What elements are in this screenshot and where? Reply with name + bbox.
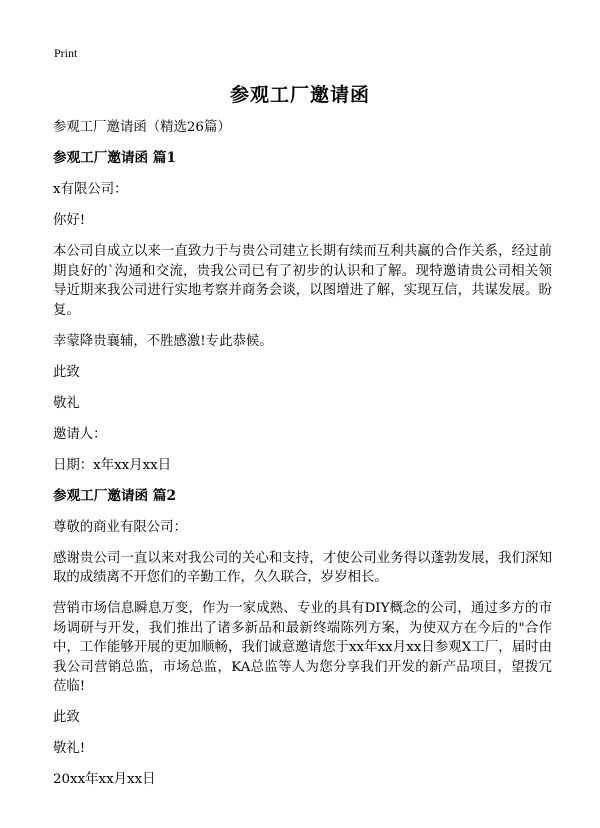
section-1-date: 日期：x年xx月xx日 bbox=[53, 457, 172, 473]
section-1-inviter: 邀请人： bbox=[53, 426, 107, 442]
section-2-heading: 参观工厂邀请函 篇2 bbox=[53, 487, 176, 504]
section-1-heading: 参观工厂邀请函 篇1 bbox=[53, 150, 176, 166]
section-1-closing-1: 此致 bbox=[53, 364, 80, 380]
section-2-body-2: 营销市场信息瞬息万变，作为一家成熟、专业的具有DIY概念的公司，通过多方的市场调研与开发，我们推出了诸多新品和最新终端陈列方案，为使双方在今后的"合作中，工作能够开展的更加顺畅，我们诚意邀请您于xx年xx月xx日参观X工厂，届时由我公司营销总监，市场总监，KA总监等人为您分享我们开发的新产品项目，望拨冗莅临! bbox=[53, 601, 552, 694]
section-2-body-1: 感谢贵公司一直以来对我公司的关心和支持，才使公司业务得以蓬勃发展，我们深知取的成绩离不开您们的辛勤工作，久久联合，岁岁相长。 bbox=[53, 550, 552, 585]
document-body bbox=[53, 118, 552, 801]
print-link[interactable]: Print bbox=[54, 46, 78, 60]
section-2-closing-2: 敬礼! bbox=[53, 741, 86, 756]
section-2-closing-1: 此致 bbox=[53, 710, 80, 725]
section-1-closing-2: 敬礼 bbox=[53, 395, 80, 411]
page-title: 参观工厂邀请函 bbox=[229, 84, 370, 106]
section-1-greeting: 你好! bbox=[53, 213, 86, 228]
section-2-date: 20xx年xx月xx日 bbox=[53, 772, 156, 787]
document-subtitle: 参观工厂邀请函（精选26篇） bbox=[53, 120, 231, 135]
section-1-closing-line: 幸蒙降贵襄辅，不胜感激!专此恭候。 bbox=[53, 333, 273, 349]
section-1-body: 本公司自成立以来一直致力于与贵公司建立长期有续而互利共赢的合作关系，经过前期良好的`沟通和交流，贵我公司已有了初步的认识和了解。现特邀请贵公司相关领导近期来我公司进行实地考察并商务会谈，以图增进了解，实现互信，共谋发展。盼复。 bbox=[53, 244, 552, 318]
section-1-recipient: x有限公司： bbox=[53, 182, 128, 197]
section-2-recipient: 尊敬的商业有限公司： bbox=[53, 519, 187, 535]
